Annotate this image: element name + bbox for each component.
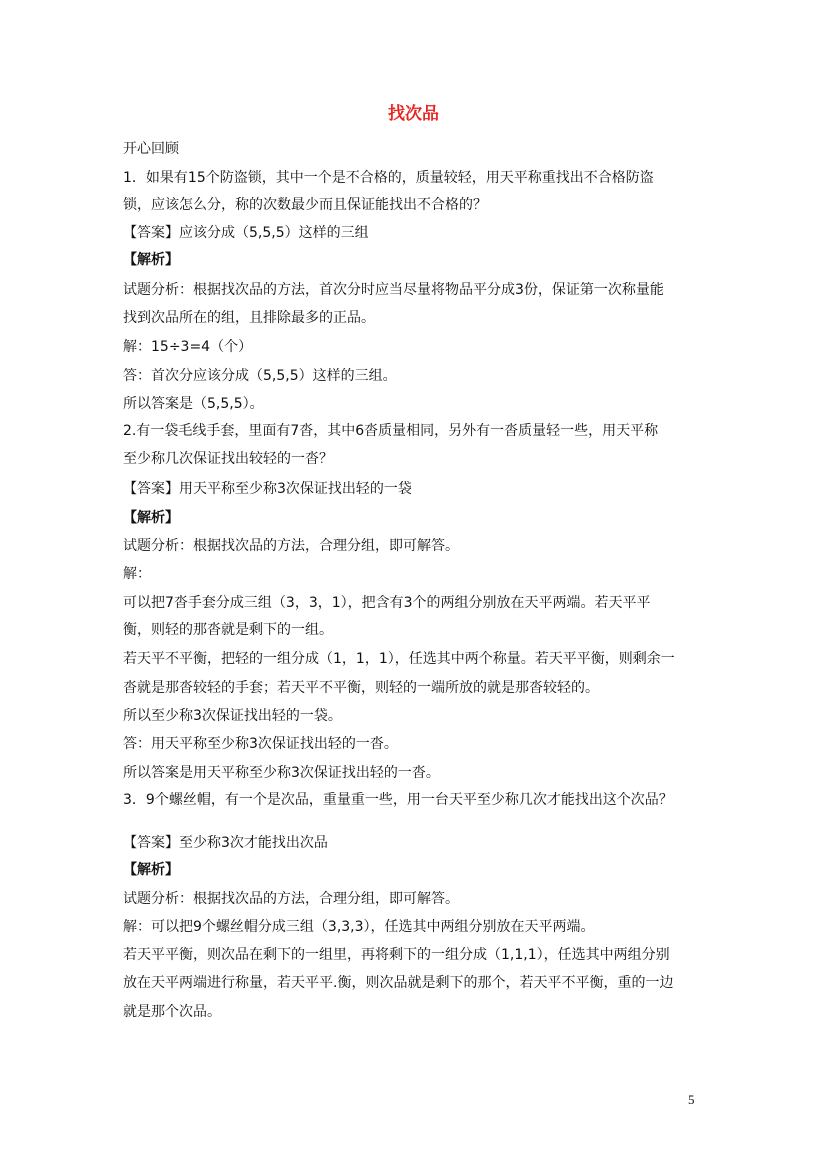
conclusion-2-line-2: 所以答案是用天平称至少称3次保证找出轻的一沓。 xyxy=(123,765,440,781)
question-2-line-1: 2.有一袋毛线手套，里面有7沓，其中6沓质量相同，另外有一沓质量轻一些，用天平称 xyxy=(123,423,659,439)
answer-1: 【答案】应该分成（5,5,5）这样的三组 xyxy=(123,225,369,241)
reply-1: 答：首次分应该分成（5,5,5）这样的三组。 xyxy=(123,368,397,384)
solution-2-line-3: 若天平不平衡，把轻的一组分成（1，1，1），任选其中两个称量。若天平平衡，则剩余一 xyxy=(123,651,675,667)
page-number: 5 xyxy=(688,1092,695,1107)
solution-2-line-1: 可以把7沓手套分成三组（3，3，1），把含有3个的两组分别放在天平两端。若天平平 xyxy=(123,595,651,611)
reply-2: 答：用天平称至少称3次保证找出轻的一沓。 xyxy=(123,736,398,752)
section-heading: 开心回顾 xyxy=(123,141,179,157)
question-3: 3．9个螺丝帽，有一个是次品，重量重一些，用一台天平至少称几次才能找出这个次品？ xyxy=(123,792,673,808)
solution-3-line-2: 若天平平衡，则次品在剩下的一组里，再将剩下的一组分成（1,1,1），任选其中两组分别 xyxy=(123,947,670,963)
solution-2-line-2: 衡，则轻的那沓就是剩下的一组。 xyxy=(123,622,333,638)
solution-2-label: 解： xyxy=(123,566,151,582)
analysis-3-line-1: 试题分析：根据找次品的方法，合理分组，即可解答。 xyxy=(123,891,459,907)
solution-3-line-1: 解：可以把9个螺丝帽分成三组（3,3,3），任选其中两组分别放在天平两端。 xyxy=(123,919,595,935)
conclusion-1: 所以答案是（5,5,5）。 xyxy=(123,396,264,412)
question-1-line-1: 1．如果有15个防盗锁，其中一个是不合格的，质量较轻，用天平称重找出不合格防盗 xyxy=(123,170,654,186)
conclusion-2-line-1: 所以至少称3次保证找出轻的一袋。 xyxy=(123,708,342,724)
analysis-2-line-1: 试题分析：根据找次品的方法，合理分组，即可解答。 xyxy=(123,538,459,554)
solution-3-line-4: 就是那个次品。 xyxy=(123,1004,221,1020)
question-2-line-2: 至少称几次保证找出较轻的一沓？ xyxy=(123,451,333,467)
answer-2: 【答案】用天平称至少称3次保证找出轻的一袋 xyxy=(123,481,412,497)
document-title: 找次品 xyxy=(388,104,439,124)
solution-2-line-4: 沓就是那沓较轻的手套；若天平不平衡，则轻的一端所放的就是那沓较轻的。 xyxy=(123,680,599,696)
answer-3: 【答案】至少称3次才能找出次品 xyxy=(123,835,328,851)
analysis-1-line-1: 试题分析：根据找次品的方法，首次分时应当尽量将物品平分成3份，保证第一次称量能 xyxy=(123,282,664,298)
solution-1: 解：15÷3=4（个） xyxy=(123,339,253,355)
analysis-3-label: 【解析】 xyxy=(123,862,179,878)
question-1-line-2: 锁，应该怎么分，称的次数最少而且保证能找出不合格的？ xyxy=(123,197,487,213)
analysis-1-line-2: 找到次品所在的组，且排除最多的正品。 xyxy=(123,310,375,326)
analysis-2-label: 【解析】 xyxy=(123,510,179,526)
solution-3-line-3: 放在天平两端进行称量，若天平平.衡，则次品就是剩下的那个，若天平不平衡，重的一边 xyxy=(123,975,674,991)
analysis-1-label: 【解析】 xyxy=(123,252,179,268)
